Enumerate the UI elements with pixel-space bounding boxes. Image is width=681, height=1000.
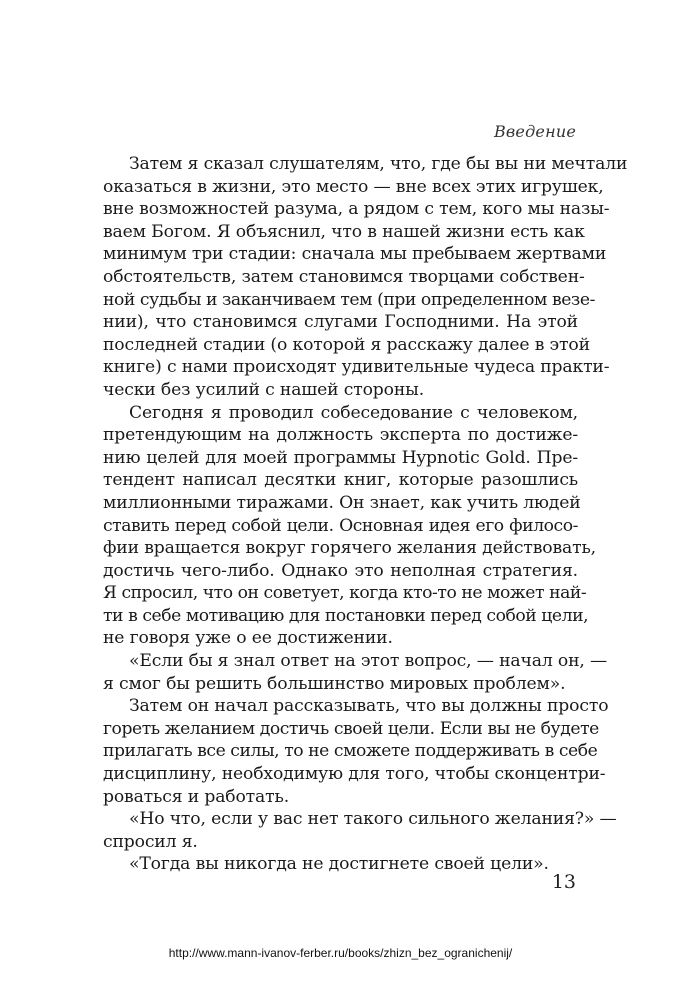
paragraph — [103, 808, 617, 853]
text-line: нию целей для моей программы Hypnotic Gold. Пре- — [103, 447, 578, 468]
paragraph — [103, 402, 596, 651]
text-line: ной судьбы и заканчиваем тем (при определенном везе- — [103, 289, 595, 310]
text-line: дисциплину, необходимую для того, чтобы сконцентри- — [103, 764, 606, 785]
text-line: «Тогда вы никогда не достигнете своей цели». — [129, 854, 549, 875]
text-line: не говоря уже о ее достижении. — [103, 628, 393, 649]
text-line: книге) с нами происходят удивительные чудеса практи- — [103, 357, 610, 378]
text-line: минимум три стадии: сначала мы пребываем жертвами — [103, 244, 607, 265]
running-head: Введение — [493, 122, 576, 141]
text-line: чески без усилий с нашей стороны. — [103, 379, 425, 400]
text-line: роваться и работать. — [103, 786, 290, 807]
body-text — [103, 153, 628, 876]
text-line: Я спросил, что он советует, когда кто-то не может най- — [103, 583, 587, 604]
paragraph — [103, 853, 578, 876]
text-line: «Но что, если у вас нет такого сильного желания?» — — [129, 809, 617, 830]
text-line: тендент написал десятки книг, которые разошлись — [103, 470, 578, 491]
text-line: Сегодня я проводил собеседование с человеком, — [129, 402, 578, 423]
paragraph — [103, 153, 628, 402]
text-line: спросил я. — [103, 831, 198, 852]
page-number: 13 — [551, 871, 576, 893]
text-line: миллионными тиражами. Он знает, как учить людей — [103, 492, 581, 513]
paragraph — [103, 695, 609, 808]
text-line: ставить перед собой цели. Основная идея его филосо- — [103, 515, 578, 536]
footer-url[interactable]: http://www.mann-ivanov-ferber.ru/books/zhizn_bez_ogranichenij/ — [168, 946, 513, 960]
text-line: обстоятельств, затем становимся творцами собствен- — [103, 266, 585, 287]
text-line: ти в себе мотивацию для постановки перед собой цели, — [103, 605, 589, 626]
text-line: «Если бы я знал ответ на этот вопрос, — начал он, — — [129, 651, 608, 672]
text-line: достичь чего-либо. Однако это неполная стратегия. — [103, 560, 578, 581]
text-line: оказаться в жизни, это место — вне всех этих игрушек, — [103, 176, 604, 197]
text-line: Затем я сказал слушателям, что, где бы вы ни мечтали — [129, 154, 628, 174]
text-line: ваем Богом. Я объяснил, что в нашей жизни есть как — [103, 221, 585, 242]
paragraph — [103, 650, 608, 695]
text-line: фии вращается вокруг горячего желания действовать, — [103, 538, 596, 559]
text-line: вне возможностей разума, а рядом с тем, кого мы назы- — [103, 199, 610, 220]
text-line: последней стадии (о которой я расскажу далее в этой — [103, 334, 590, 355]
text-line: нии), что становимся слугами Господними. На этой — [103, 312, 578, 333]
text-line: Затем он начал рассказывать, что вы должны просто — [129, 696, 609, 717]
text-line: гореть желанием достичь своей цели. Если вы не будете — [103, 718, 599, 739]
text-line: прилагать все силы, то не сможете поддерживать в себе — [103, 741, 598, 762]
text-line: я смог бы решить большинство мировых проблем». — [103, 673, 566, 694]
text-line: претендующим на должность эксперта по достиже- — [103, 425, 578, 446]
